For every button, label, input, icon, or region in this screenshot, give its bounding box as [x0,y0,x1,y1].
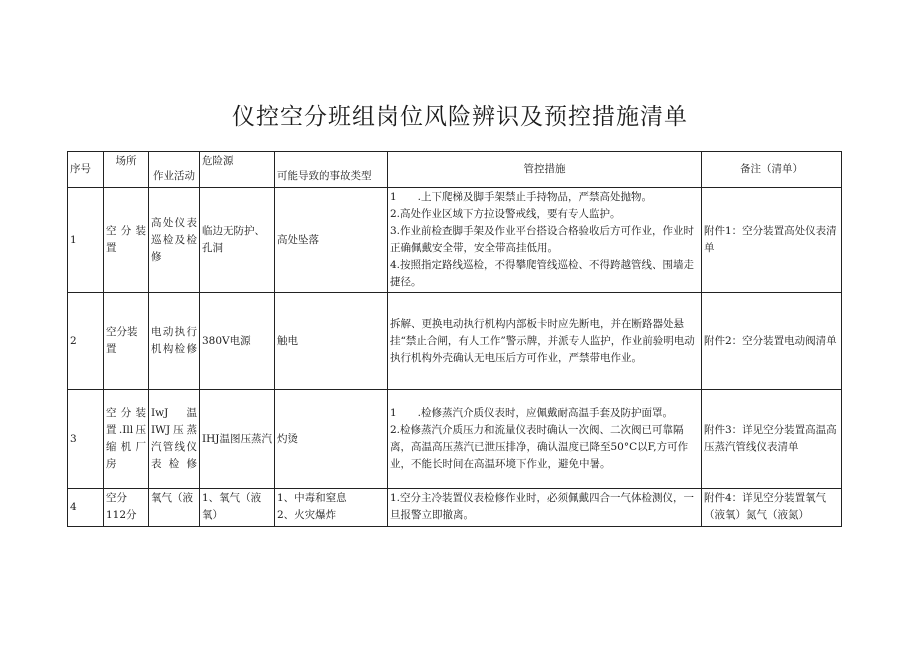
header-hazard: 危险源 [200,152,275,188]
accident-line: 2、火灾爆炸 [277,509,337,521]
table-row [68,293,842,390]
measure-line: 2.高处作业区域下方拉设警戒线，要有专人监护。 [390,208,621,220]
header-remarks: 备注（清单） [702,152,842,188]
cell-activity: IwJ温IWJ压蒸汽管线仪表检修 [149,390,200,489]
cell-location: 空分112分 [104,489,149,527]
cell-hazard: IHJ温图压蒸汽 [200,390,275,489]
measure-line: 1.空分主冷装置仪表检修作业时，必须佩戴四合一气体检测仪，一旦报警立即撤离。 [390,492,695,521]
page-title: 仪控空分班组岗位风险辨识及预控措施清单 [232,104,688,130]
risk-table [67,151,842,527]
cell-accident [275,489,388,527]
cell-measures [388,188,702,293]
cell-accident: 高处坠落 [275,188,388,293]
header-measures: 管控措施 [388,152,702,188]
measure-line: 1 .检修蒸汽介质仪表时，应佩戴耐高温手套及防护面罩。 [390,407,674,419]
table-row [68,188,842,293]
measure-line: 4.按照指定路线巡检，不得攀爬管线巡检、不得跨越管线、围墙走捷径。 [390,259,695,288]
measure-line: 2.检修蒸汽介质压力和流量仪表时确认一次阀、二次阀已可靠隔离，高温高压蒸汽已泄压排净，确认温度已降至50°C以F,方可作业，不能长时间在高温环境下作业，避免中暑。 [390,424,689,470]
cell-activity: 氧气（液 [149,489,200,527]
cell-measures [388,293,702,390]
cell-remarks: 附件3：详见空分装置高温高压蒸汽管线仪表清单 [702,390,842,489]
header-activity: 作业活动 [149,152,200,188]
header-no: 序号 [68,152,104,188]
cell-activity: 电动执行机构检修 [149,293,200,390]
measure-line: 1 .上下爬梯及脚手架禁止手持物品，严禁高处抛物。 [390,191,653,203]
cell-hazard: 380V电源 [200,293,275,390]
cell-hazard: 临边无防护、孔洞 [200,188,275,293]
cell-no: 1 [68,188,104,293]
header-location: 场所 [104,152,149,188]
cell-no: 2 [68,293,104,390]
cell-remarks: 附件1：空分装置高处仪表清单 [702,188,842,293]
header-row [68,152,842,188]
cell-measures [388,390,702,489]
measure-line: 3.作业前检查脚手架及作业平台搭设合格验收后方可作业，作业时正确佩戴安全带，安全带高挂低用。 [390,225,695,254]
measure-line: 拆解、更换电动执行机构内部板卡时应先断电，并在断路器处悬挂“禁止合闸，有人工作”警示牌，并派专人监护，作业前验明电动执行机构外壳确认无电压后方可作业，严禁带电作业。 [390,317,695,364]
cell-accident: 灼烫 [275,390,388,489]
cell-remarks: 附件4：详见空分装置氧气（液氧）氮气（液氮） [702,489,842,527]
cell-location: 空分装置.Ill压缩机厂房 [104,390,149,489]
cell-location: 空分装置 [104,293,149,390]
table-row [68,489,842,527]
cell-no: 4 [68,489,104,527]
cell-activity: 高处仪表巡检及检修 [149,188,200,293]
accident-line: 1、中毒和窒息 [277,492,347,504]
table-row [68,390,842,489]
cell-accident: 触电 [275,293,388,390]
header-accident: 可能导致的事故类型 [275,152,388,188]
cell-measures [388,489,702,527]
cell-hazard: 1、氧气（液氧） [200,489,275,527]
cell-location: 空分装置 [104,188,149,293]
cell-no: 3 [68,390,104,489]
cell-remarks: 附件2：空分装置电动阀清单 [702,293,842,390]
